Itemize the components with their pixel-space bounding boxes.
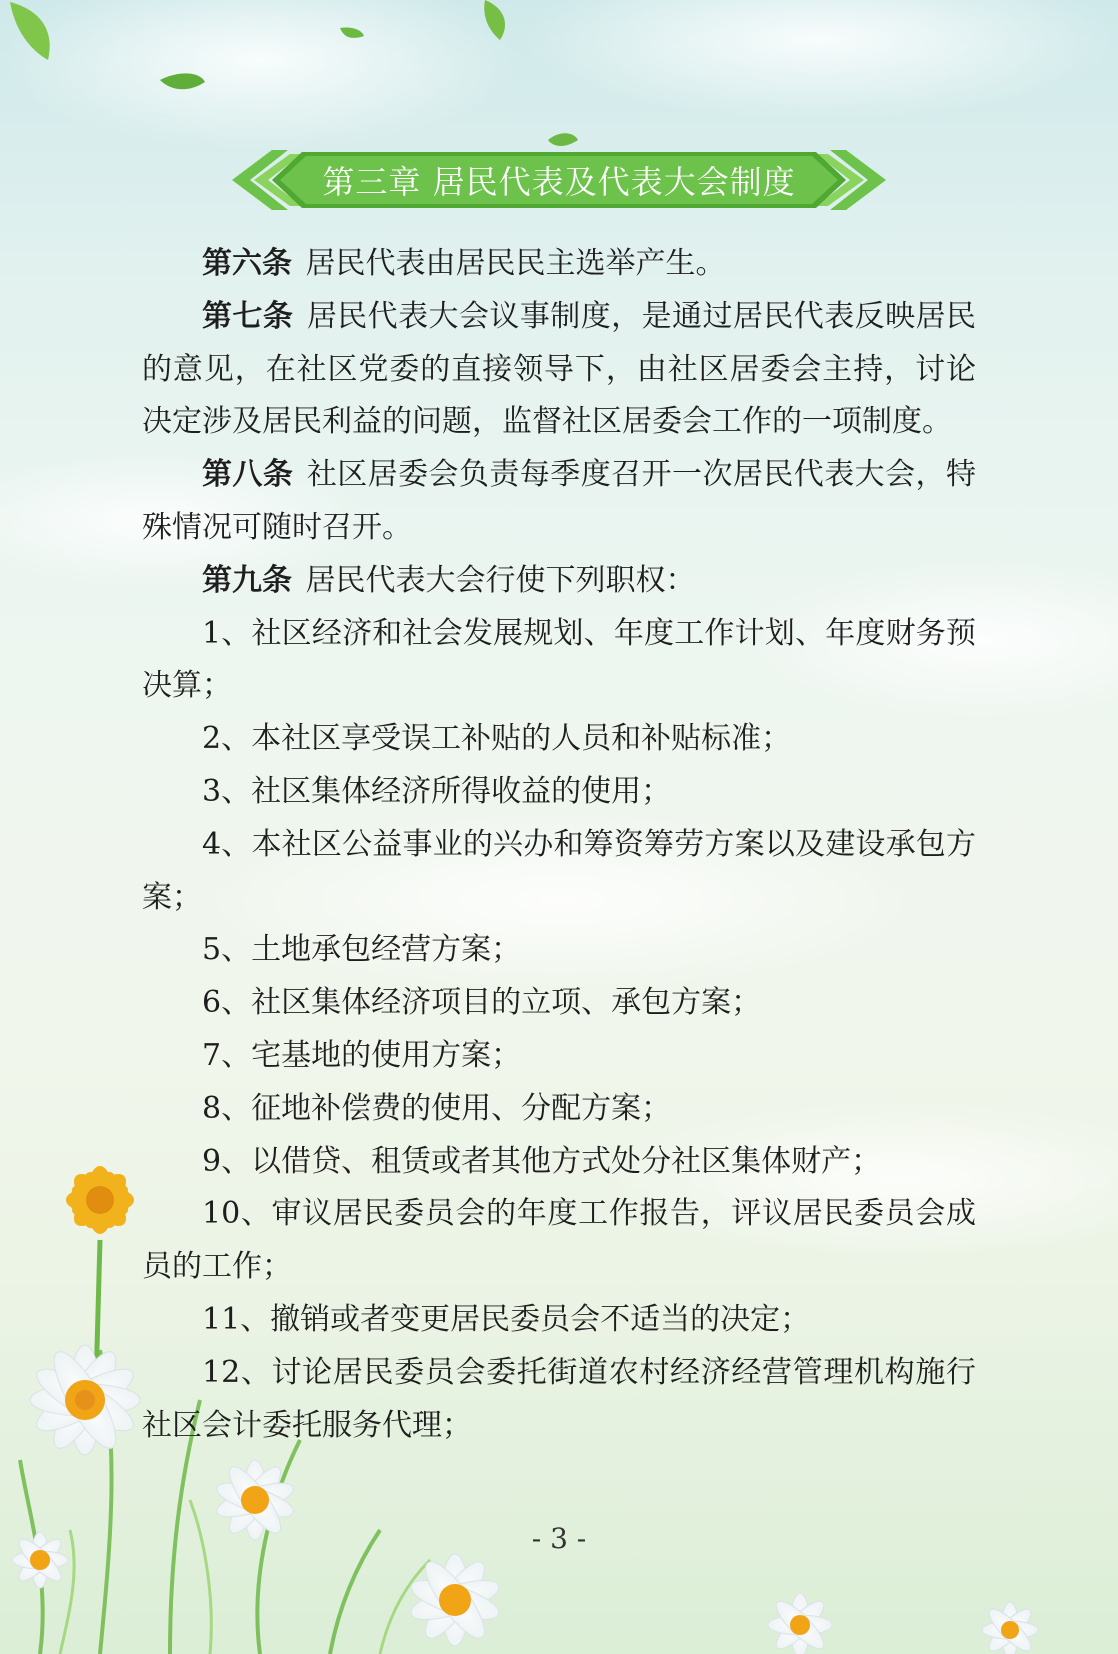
list-item: [142, 1136, 976, 1189]
paragraph-text: 3、社区集体经济所得收益的使用；: [202, 773, 672, 809]
chapter-title: 第三章 居民代表及代表大会制度: [322, 163, 796, 201]
paragraph-text: 10、审议居民委员会的年度工作报告，评议居民委员会成员的工作；: [142, 1196, 976, 1285]
list-item: [142, 766, 976, 819]
list-item: [142, 1294, 976, 1347]
list-item: [142, 977, 976, 1030]
article-number: 第六条: [202, 246, 292, 281]
paragraph-text: 7、宅基地的使用方案；: [202, 1037, 522, 1073]
article-body: [142, 238, 976, 1452]
list-item: [142, 1188, 976, 1294]
paragraph-text: 1、社区经济和社会发展规划、年度工作计划、年度财务预决算；: [142, 615, 976, 704]
list-item: [142, 1083, 976, 1136]
list-item: [142, 713, 976, 766]
list-item: [142, 1347, 976, 1453]
list-item: [142, 819, 976, 925]
paragraph-text: 11、撤销或者变更居民委员会不适当的决定；: [202, 1301, 811, 1337]
article-paragraph: [142, 238, 976, 291]
list-item: [142, 924, 976, 977]
article-number: 第七条: [202, 298, 294, 334]
paragraph-text: 4、本社区公益事业的兴办和筹资筹劳方案以及建设承包方案；: [142, 826, 976, 915]
paragraph-text: 社区居委会负责每季度召开一次居民代表大会，特殊情况可随时召开。: [142, 457, 976, 545]
paragraph-text: 居民代表由居民民主选举产生。: [305, 246, 726, 281]
list-item: [142, 608, 976, 714]
article-number: 第八条: [202, 457, 294, 493]
paragraph-text: 居民代表大会议事制度，是通过居民代表反映居民的意见，在社区党委的直接领导下，由社区居委会主持，讨论决定涉及居民利益的问题，监督社区居委会工作的一项制度。: [142, 298, 976, 440]
article-paragraph: [142, 291, 976, 449]
paragraph-text: 12、讨论居民委员会委托街道农村经济经营管理机构施行社区会计委托服务代理；: [142, 1354, 976, 1443]
chapter-banner: [232, 148, 886, 212]
paragraph-text: 9、以借贷、租赁或者其他方式处分社区集体财产；: [202, 1143, 882, 1179]
paragraph-text: 5、土地承包经营方案；: [202, 932, 522, 968]
daisy-icon: [768, 1593, 832, 1654]
daisy-icon: [982, 1602, 1038, 1654]
article-paragraph: [142, 449, 976, 555]
daisy-icon: [29, 1344, 140, 1455]
list-item: [142, 1030, 976, 1083]
paragraph-text: 2、本社区享受误工补贴的人员和补贴标准；: [202, 721, 792, 757]
paragraph-text: 8、征地补偿费的使用、分配方案；: [202, 1090, 672, 1126]
paragraph-text: 居民代表大会行使下列职权：: [305, 562, 696, 598]
paragraph-text: 6、社区集体经济项目的立项、承包方案；: [202, 985, 762, 1021]
page-number: - 3 -: [531, 1522, 587, 1555]
article-number: 第九条: [202, 562, 292, 598]
article-paragraph: [142, 555, 976, 608]
